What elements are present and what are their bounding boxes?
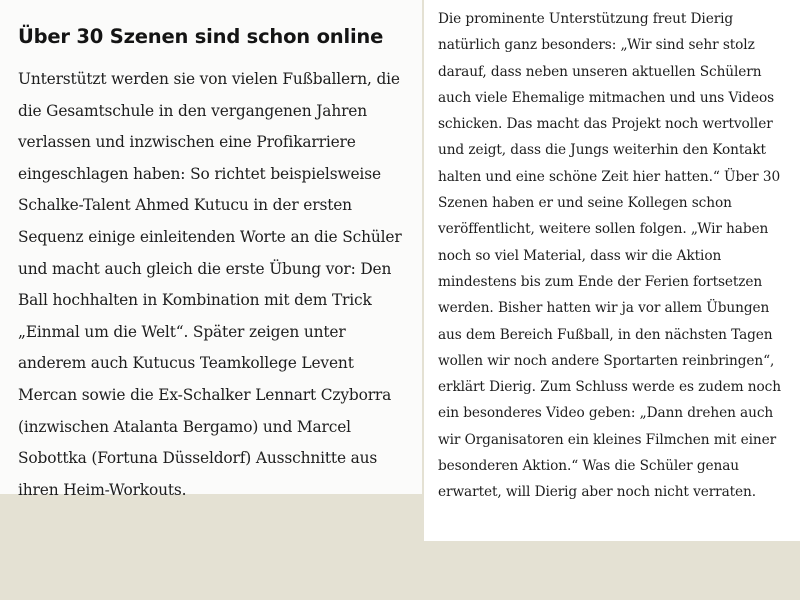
- paragraph-line: erwartet, will Dierig aber noch nicht verraten.: [438, 484, 757, 501]
- paragraph-line: Szenen haben er und seine Kollegen schon: [438, 195, 732, 212]
- paragraph-line: natürlich ganz besonders: „Wir sind sehr stolz: [438, 37, 755, 54]
- left-paragraph: [18, 64, 410, 506]
- paragraph-line: Sequenz einige einleitenden Worte an die Schüler: [18, 227, 402, 246]
- paragraph-line: Sobottka (Fortuna Düsseldorf) Ausschnitte aus: [18, 449, 378, 468]
- paragraph-line: halten und eine schöne Zeit hier hatten.“ Über 30: [438, 168, 781, 185]
- right-column: [424, 0, 800, 541]
- section-heading: Über 30 Szenen sind schon online: [18, 25, 384, 48]
- paragraph-line: (inzwischen Atalanta Bergamo) und Marcel: [18, 417, 351, 436]
- paragraph-line: und zeigt, dass die Jungs weiterhin den Kontakt: [438, 142, 766, 159]
- paragraph-line: mindestens bis zum Ende der Ferien fortsetzen: [438, 273, 763, 290]
- paragraph-line: Ball hochhalten in Kombination mit dem Trick: [18, 291, 372, 310]
- paragraph-line: Schalke-Talent Ahmed Kutucu in der ersten: [18, 196, 352, 215]
- paragraph-line: eingeschlagen haben: So richtet beispielsweise: [18, 164, 381, 183]
- paragraph-line: Mercan sowie die Ex-Schalker Lennart Czyborra: [18, 385, 392, 404]
- paragraph-line: schicken. Das macht das Projekt noch wertvoller: [438, 116, 773, 133]
- paragraph-line: verlassen und inzwischen eine Profikarriere: [18, 133, 356, 152]
- paragraph-line: „Einmal um die Welt“. Später zeigen unter: [18, 322, 346, 341]
- paragraph-line: und macht auch gleich die erste Übung vor: Den: [18, 259, 392, 278]
- paragraph-line: besonderen Aktion.“ Was die Schüler genau: [438, 458, 740, 475]
- left-column: [0, 0, 422, 499]
- paragraph-line: anderem auch Kutucus Teamkollege Levent: [18, 354, 354, 373]
- paragraph-line: werden. Bisher hatten wir ja vor allem Übungen: [438, 300, 770, 317]
- paragraph-line: Unterstützt werden sie von vielen Fußballern, die: [18, 70, 400, 88]
- paragraph-line: wollen wir noch andere Sportarten reinbringen“,: [438, 352, 775, 369]
- paragraph-line: noch so viel Material, dass wir die Aktion: [438, 247, 722, 264]
- paragraph-line: aus dem Bereich Fußball, in den nächsten Tagen: [438, 326, 773, 343]
- paragraph-line: ihren Heim-Workouts.: [18, 480, 187, 499]
- paragraph-line: auch viele Ehemalige mitmachen und uns Videos: [438, 89, 775, 106]
- paragraph-line: erklärt Dierig. Zum Schluss werde es zudem noch: [438, 379, 781, 396]
- paragraph-line: darauf, dass neben unseren aktuellen Schülern: [438, 63, 762, 80]
- paragraph-line: ein besonderes Video geben: „Dann drehen auch: [438, 405, 774, 422]
- right-paragraph: [438, 6, 796, 506]
- paragraph-line: wir Organisatoren ein kleines Filmchen mit einer: [438, 431, 777, 448]
- paragraph-line: veröffentlicht, weitere sollen folgen. „Wir haben: [438, 221, 769, 238]
- paragraph-line: die Gesamtschule in den vergangenen Jahren: [18, 101, 368, 120]
- paragraph-line: Die prominente Unterstützung freut Dierig: [438, 11, 734, 27]
